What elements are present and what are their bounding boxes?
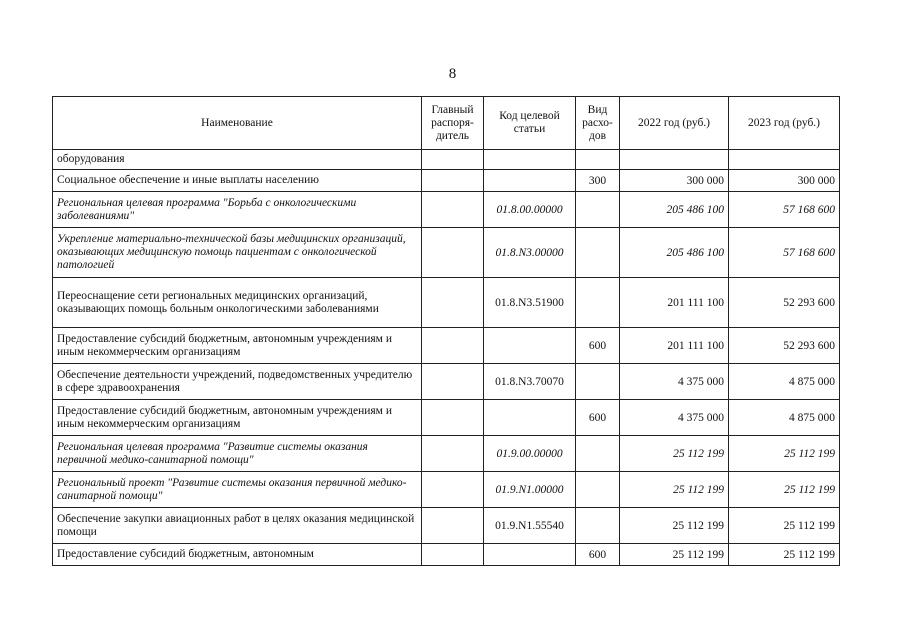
table-row xyxy=(53,400,840,436)
cell-main-manager xyxy=(422,436,484,472)
table-row xyxy=(53,436,840,472)
cell-year-2022: 25 112 199 xyxy=(620,508,729,544)
cell-expense-type: 600 xyxy=(576,544,620,566)
cell-target-code: 01.8.N3.00000 xyxy=(484,228,576,278)
cell-main-manager xyxy=(422,150,484,170)
header-main-manager: Главный распоря-дитель xyxy=(422,97,484,150)
cell-target-code: 01.8.N3.51900 xyxy=(484,278,576,328)
cell-name: Укрепление материально-технической базы медицинских организаций, оказывающих медицинскую помощь пациентам с онкологической патологией xyxy=(53,228,422,278)
table-row xyxy=(53,364,840,400)
table-row xyxy=(53,150,840,170)
cell-year-2023: 52 293 600 xyxy=(729,328,840,364)
cell-name: Переоснащение сети региональных медицинских организаций, оказывающих помощь больным онкологическими заболеваниями xyxy=(53,278,422,328)
cell-year-2022: 201 111 100 xyxy=(620,328,729,364)
cell-name: Обеспечение деятельности учреждений, подведомственных учредителю в сфере здравоохранения xyxy=(53,364,422,400)
cell-main-manager xyxy=(422,364,484,400)
table-row xyxy=(53,328,840,364)
cell-year-2022: 25 112 199 xyxy=(620,436,729,472)
cell-name: Предоставление субсидий бюджетным, автономным учреждениям и иным некоммерческим организациям xyxy=(53,328,422,364)
cell-main-manager xyxy=(422,328,484,364)
cell-expense-type xyxy=(576,192,620,228)
table-row xyxy=(53,192,840,228)
cell-year-2023: 57 168 600 xyxy=(729,228,840,278)
cell-year-2022: 205 486 100 xyxy=(620,192,729,228)
cell-target-code: 01.9.N1.00000 xyxy=(484,472,576,508)
cell-year-2022: 205 486 100 xyxy=(620,228,729,278)
cell-year-2023: 57 168 600 xyxy=(729,192,840,228)
page-number: 8 xyxy=(448,66,457,82)
cell-name: оборудования xyxy=(53,150,422,170)
cell-target-code: 01.8.N3.70070 xyxy=(484,364,576,400)
cell-expense-type xyxy=(576,150,620,170)
table-header-row xyxy=(53,97,840,150)
cell-year-2023: 25 112 199 xyxy=(729,544,840,566)
cell-year-2023: 4 875 000 xyxy=(729,400,840,436)
cell-name: Предоставление субсидий бюджетным, автономным учреждениям и иным некоммерческим организациям xyxy=(53,400,422,436)
cell-expense-type: 300 xyxy=(576,170,620,192)
cell-year-2022: 25 112 199 xyxy=(620,544,729,566)
cell-year-2023: 25 112 199 xyxy=(729,472,840,508)
cell-name: Предоставление субсидий бюджетным, автономным xyxy=(53,544,422,566)
cell-name: Обеспечение закупки авиационных работ в целях оказания медицинской помощи xyxy=(53,508,422,544)
cell-target-code xyxy=(484,544,576,566)
cell-year-2023: 25 112 199 xyxy=(729,508,840,544)
table-row xyxy=(53,228,840,278)
cell-main-manager xyxy=(422,170,484,192)
header-year-2023: 2023 год (руб.) xyxy=(729,97,840,150)
table-row xyxy=(53,544,840,566)
cell-target-code xyxy=(484,400,576,436)
cell-expense-type xyxy=(576,364,620,400)
cell-year-2022: 4 375 000 xyxy=(620,400,729,436)
budget-table xyxy=(52,96,840,566)
cell-main-manager xyxy=(422,192,484,228)
cell-main-manager xyxy=(422,472,484,508)
cell-year-2023: 300 000 xyxy=(729,170,840,192)
cell-target-code: 01.8.00.00000 xyxy=(484,192,576,228)
cell-target-code xyxy=(484,328,576,364)
cell-expense-type: 600 xyxy=(576,400,620,436)
table-row xyxy=(53,508,840,544)
header-expense-type: Вид расхо-дов xyxy=(576,97,620,150)
cell-expense-type xyxy=(576,436,620,472)
cell-name: Социальное обеспечение и иные выплаты населению xyxy=(53,170,422,192)
cell-expense-type: 600 xyxy=(576,328,620,364)
cell-year-2023: 4 875 000 xyxy=(729,364,840,400)
cell-year-2023: 52 293 600 xyxy=(729,278,840,328)
table-row xyxy=(53,170,840,192)
table-row xyxy=(53,278,840,328)
header-year-2022: 2022 год (руб.) xyxy=(620,97,729,150)
cell-year-2022: 300 000 xyxy=(620,170,729,192)
cell-year-2022: 25 112 199 xyxy=(620,472,729,508)
cell-main-manager xyxy=(422,508,484,544)
cell-main-manager xyxy=(422,544,484,566)
cell-year-2023: 25 112 199 xyxy=(729,436,840,472)
cell-year-2022 xyxy=(620,150,729,170)
cell-year-2022: 4 375 000 xyxy=(620,364,729,400)
cell-expense-type xyxy=(576,278,620,328)
cell-name: Региональный проект "Развитие системы оказания первичной медико-санитарной помощи" xyxy=(53,472,422,508)
cell-name: Региональная целевая программа "Борьба с онкологическими заболеваниями" xyxy=(53,192,422,228)
cell-expense-type xyxy=(576,228,620,278)
cell-main-manager xyxy=(422,278,484,328)
cell-main-manager xyxy=(422,228,484,278)
cell-year-2023 xyxy=(729,150,840,170)
cell-target-code xyxy=(484,150,576,170)
cell-expense-type xyxy=(576,472,620,508)
cell-target-code: 01.9.00.00000 xyxy=(484,436,576,472)
cell-target-code: 01.9.N1.55540 xyxy=(484,508,576,544)
cell-year-2022: 201 111 100 xyxy=(620,278,729,328)
cell-name: Региональная целевая программа "Развитие системы оказания первичной медико-санитарной помощи" xyxy=(53,436,422,472)
header-name: Наименование xyxy=(53,97,422,150)
table-row xyxy=(53,472,840,508)
cell-main-manager xyxy=(422,400,484,436)
cell-target-code xyxy=(484,170,576,192)
header-target-code: Код целевой статьи xyxy=(484,97,576,150)
cell-expense-type xyxy=(576,508,620,544)
